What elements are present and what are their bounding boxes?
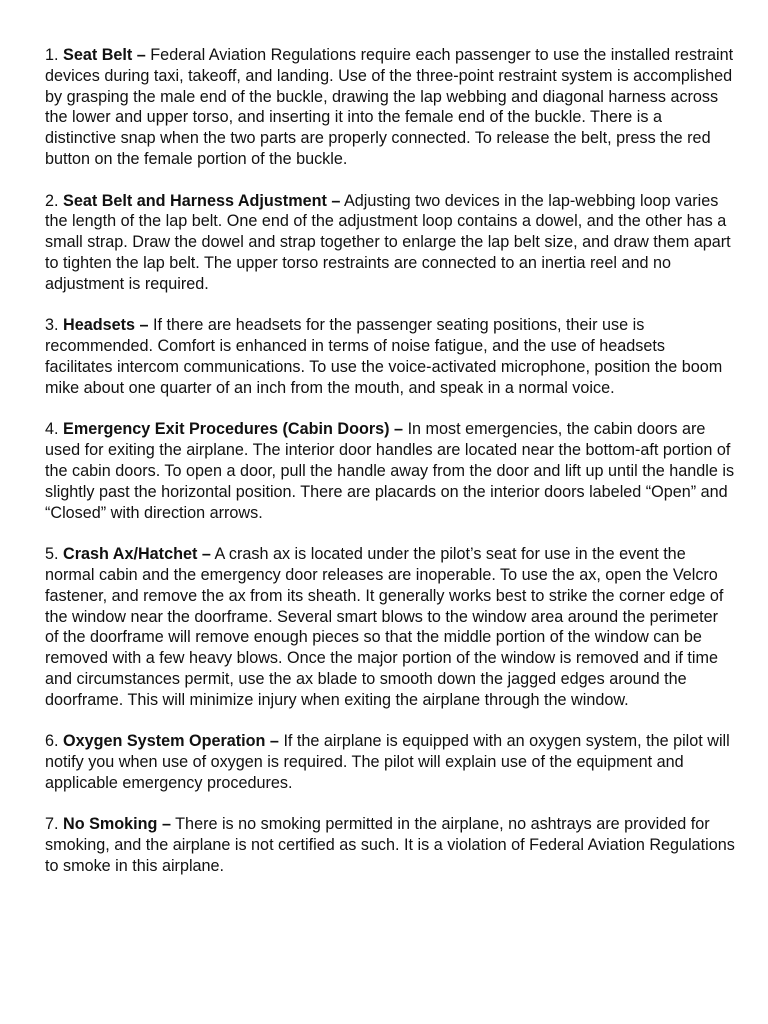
item-number: 4. (45, 420, 59, 439)
item-title: Seat Belt – (63, 46, 146, 64)
item-no-smoking (45, 814, 735, 876)
item-number: 7. (45, 815, 59, 834)
item-text: There is no smoking permitted in the airplane, no ashtrays are provided for smoking, and the airplane is not certified as such. It is a violation of Federal Aviation Regulations to smoke in this airplane. (45, 815, 735, 876)
item-title: Seat Belt and Harness Adjustment – (63, 191, 341, 210)
item-crash-ax-hatchet (45, 544, 735, 710)
item-number: 6. (45, 732, 59, 751)
item-text: Federal Aviation Regulations require each passenger to use the installed restraint devices during taxi, takeoff, and landing. Use of the three-point restraint system is accomplished by grasping the male end of the buckle, drawing the lap webbing and diagonal harness across the lower and upper torso, and inserting it into the female end of the buckle. There is a distinctive snap when the two parts are properly connected. To release the belt, press the red button on the female portion of the buckle. (45, 46, 734, 168)
item-text: If the airplane is equipped with an oxygen system, the pilot will notify you when use of oxygen is required. The pilot will explain use of the equipment and applicable emergency procedures. (45, 732, 730, 792)
item-number: 3. (45, 316, 59, 335)
document-page (45, 45, 735, 898)
item-title: Crash Ax/Hatchet – (63, 545, 211, 564)
item-oxygen-system-operation (45, 731, 735, 793)
item-text: A crash ax is located under the pilot’s seat for use in the event the normal cabin and the emergency door releases are inoperable. To use the ax, open the Velcro fastener, and remove the ax from its sheath. It generally works best to strike the corner edge of the window near the doorframe. Several smart blows to the window area around the perimeter of the doorframe will remove enough pieces so that the middle portion of the window can be removed with a few heavy blows. Once the major portion of the window is removed and if time and circumstances permit, use the ax blade to smooth down the jagged edges around the doorframe. This will minimize injury when exiting the airplane through the window. (45, 545, 724, 709)
item-emergency-exit-procedures (45, 419, 735, 523)
item-title: No Smoking – (63, 815, 171, 834)
item-number: 1. (45, 46, 59, 64)
item-number: 2. (45, 191, 59, 210)
item-seat-belt-harness-adjustment (45, 191, 735, 295)
item-title: Emergency Exit Procedures (Cabin Doors) – (63, 420, 404, 439)
item-title: Oxygen System Operation – (63, 732, 279, 751)
item-text: If there are headsets for the passenger seating positions, their use is recommended. Comfort is enhanced in terms of noise fatigue, and the use of headsets facilitates intercom communications. To use the voice-activated microphone, position the boom mike about one quarter of an inch from the mouth, and speak in a normal voice. (45, 316, 723, 397)
item-text: Adjusting two devices in the lap-webbing loop varies the length of the lap belt. One end of the adjustment loop contains a dowel, and the other has a small strap. Draw the dowel and strap together to enlarge the lap belt size, and draw them apart to tighten the lap belt. The upper torso restraints are connected to an inertia reel and no adjustment is required. (45, 191, 731, 293)
item-title: Headsets – (63, 316, 149, 335)
item-seat-belt (45, 45, 735, 170)
item-number: 5. (45, 545, 59, 564)
item-headsets (45, 315, 735, 398)
item-text: In most emergencies, the cabin doors are used for exiting the airplane. The interior door handles are located near the bottom-aft portion of the cabin doors. To open a door, pull the handle away from the door and lift up until the handle is slightly past the horizontal position. There are placards on the interior doors labeled “Open” and “Closed” with direction arrows. (45, 420, 735, 522)
